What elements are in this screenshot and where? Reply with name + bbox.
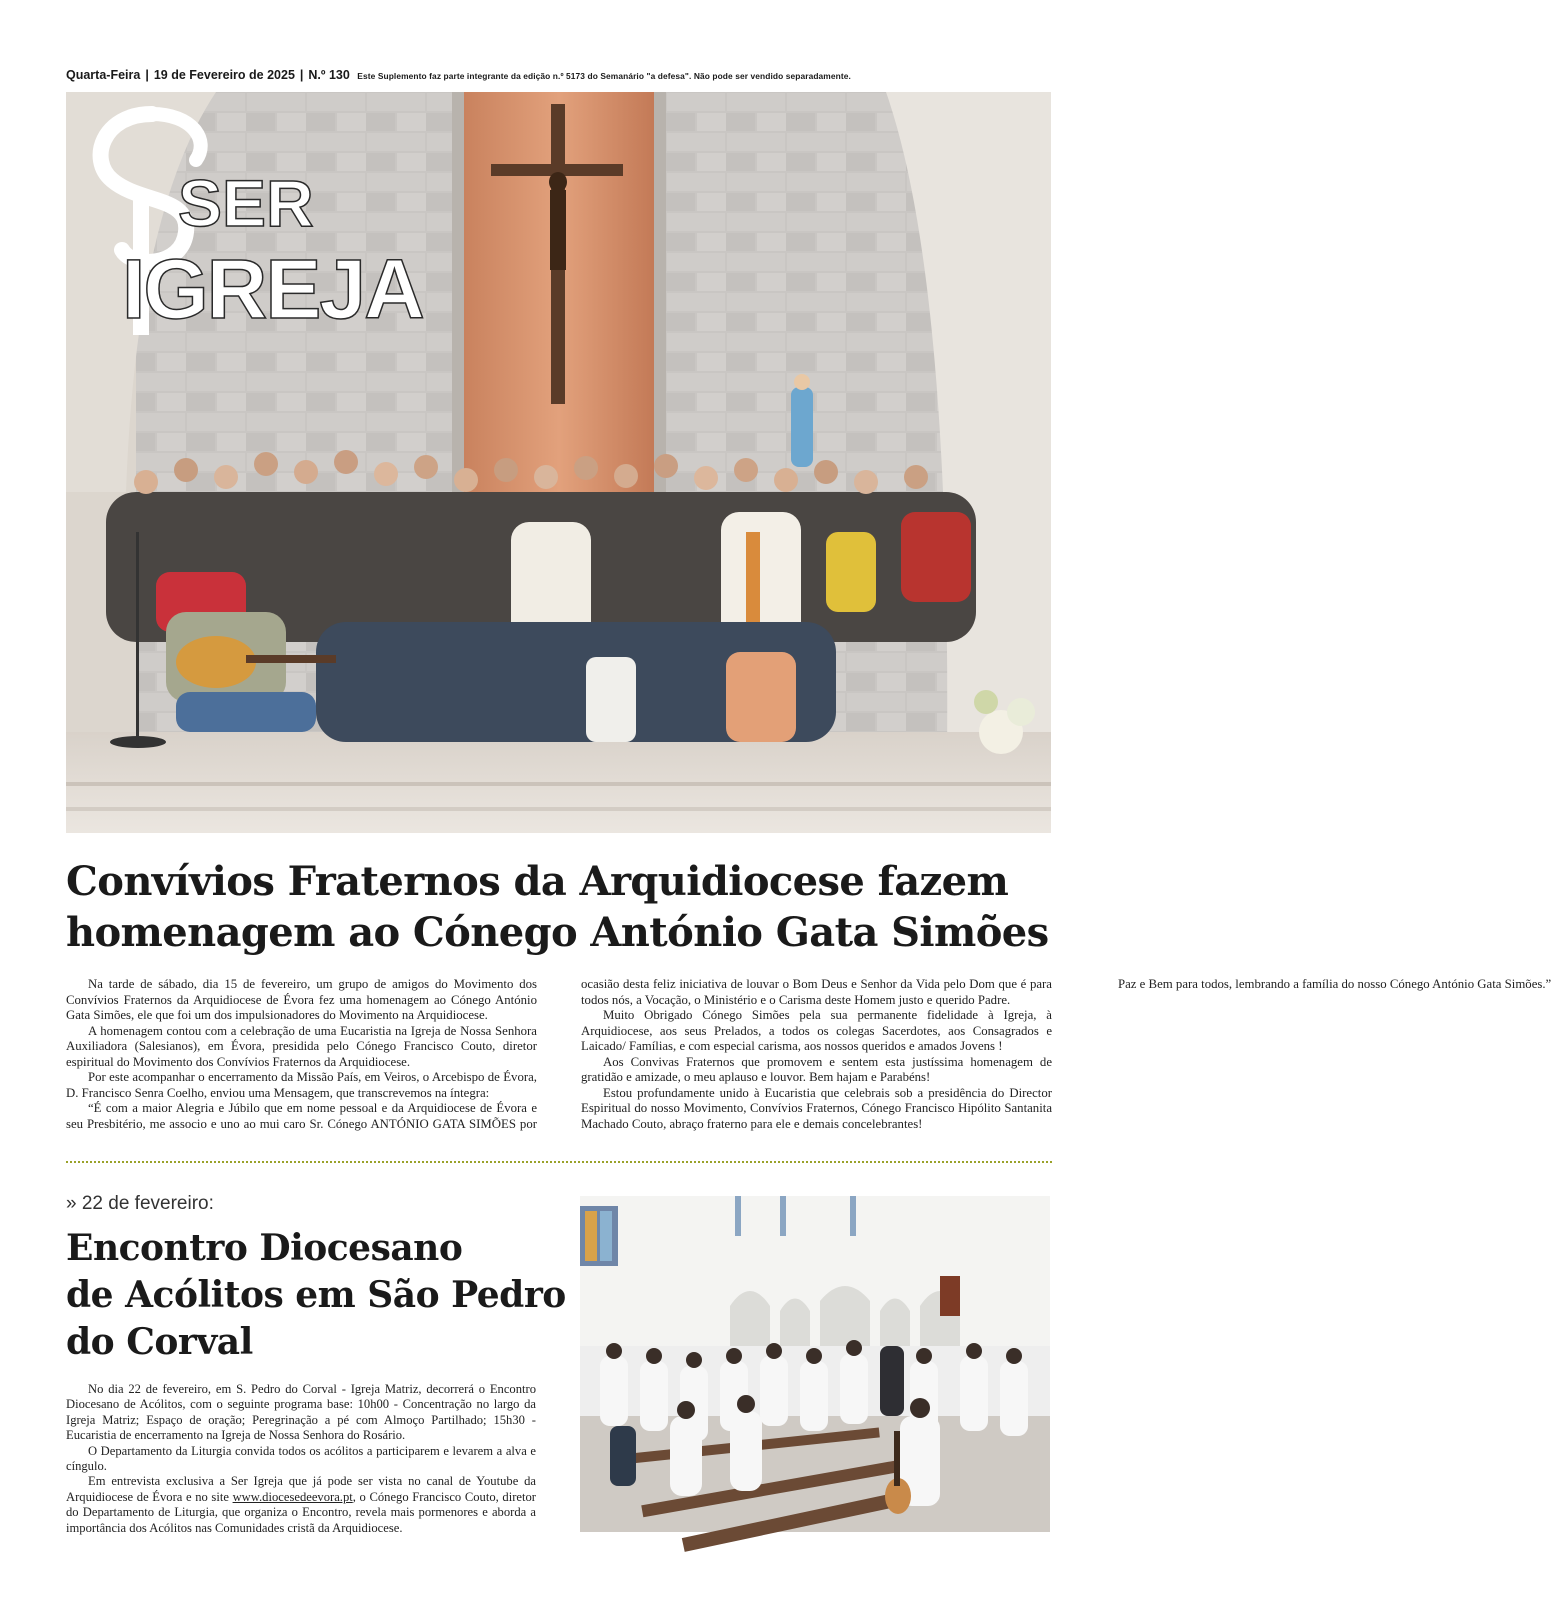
article1-headline-line1: Convívios Fraternos da Arquidiocese fazem — [66, 858, 1009, 905]
article1-paragraph: Na tarde de sábado, dia 15 de fevereiro, um grupo de amigos do Movimento dos Convívios Fraternos da Arquidiocese de Évora fez uma homenagem ao Cónego António Gata Simões, ele que foi um dos impulsionadores do Movimento na Arquidiocese. — [66, 977, 537, 1022]
diocese-website-link[interactable]: www.diocesedeevora.pt — [232, 1489, 353, 1504]
masthead-dateline: Quarta-Feira | 19 de Fevereiro de 2025 | N.º 130 Este Suplemento faz parte integrante da edição n.º 5173 do Semanário "a defesa". Não pode ser vendido separadamente. — [66, 68, 851, 82]
logo-word-ser: SER — [178, 166, 314, 240]
section-divider — [66, 1161, 1052, 1163]
article2-paragraph: No dia 22 de fevereiro, em S. Pedro do Corval - Igreja Matriz, decorrerá o Encontro Diocesano de Acólitos, com o seguinte programa base: 10h00 - Concentração no largo da Igreja Matriz; Espaço de oração; Peregrinação a pé com Almoço Partilhado; 15h30 - Eucaristia de encerramento na Igreja de Nossa Senhora do Rosário. — [66, 1382, 536, 1443]
ser-igreja-logo-art — [82, 100, 462, 340]
article1-headline-line2: homenagem ao Cónego António Gata Simões — [66, 909, 1049, 956]
article1-paragraph: A homenagem contou com a celebração de uma Eucaristia na Igreja de Nossa Senhora Auxiliadora (Salesianos), em Évora, presidida pelo Cónego Francisco Couto, diretor espiritual do Movimento dos Convívios Fraternos da Arquidiocese. — [66, 1023, 537, 1069]
weekday: Quarta-Feira — [66, 68, 141, 82]
article2-p3-after: , o Cónego Francisco Couto, diretor do Departamento de Liturgia, que organiza o Encontro, revela mais pormenores e aborda a importância dos Acólitos nas Comunidades cristã da Arquidiocese. — [66, 1489, 536, 1535]
ser-igreja-logo — [82, 100, 462, 340]
issue-date: 19 de Fevereiro de 2025 — [153, 68, 295, 82]
logo-word-igreja: IGREJA — [122, 242, 423, 336]
article2-p3-before: Em entrevista exclusiva a Ser Igreja que já pode ser vista no canal de Youtube da Arquidiocese de Évora e no site — [66, 1474, 536, 1504]
article1-paragraph: Estou profundamente unido à Eucaristia que celebrais sob a presidência do Director Espiritual do nosso Movimento, Convívios Fraternos, Cónego Francisco Hipólito Santanita Machado Couto, abraço fraterno para ele e demais concelebrantes! — [581, 1085, 1052, 1131]
article1-paragraph: Muito Obrigado Cónego Simões pela sua permanente fidelidade à Igreja, à Arquidiocese, aos seus Prelados, a todos os colegas Sacerdotes, aos Consagrados e Laicado/ Famílias, e com especial carisma, aos nossos queridos e amados Jovens ! — [581, 1008, 1052, 1053]
article2-paragraph: O Departamento da Liturgia convida todos os acólitos a participarem e levarem a alva e cíngulo. — [66, 1443, 536, 1474]
article2-headline-line1: Encontro Diocesano — [66, 1227, 463, 1269]
article2-headline-line2: de Acólitos em São Pedro — [66, 1274, 566, 1316]
article2-headline-line3: do Corval — [66, 1321, 253, 1363]
article1-paragraph: Paz e Bem para todos, lembrando a família do nosso Cónego António Gata Simões.” — [1118, 977, 1552, 991]
article2-paragraph-with-link — [66, 1474, 536, 1536]
article1-paragraph: Aos Convivas Fraternos que promovem e sentem esta justíssima homenagem de gratidão e amizade, o meu aplauso e louvor. Bem hajam e Parabéns! — [581, 1054, 1052, 1084]
article1-body — [66, 977, 1552, 1137]
article2-kicker: » 22 de fevereiro: — [66, 1193, 214, 1214]
article1-paragraph: “É com a maior Alegria e Júbilo que em nome pessoal e da Arquidiocese de Évora e seu Presbitério, me associo e uno ao mui caro Sr. Cónego ANTÓNIO GATA SIMÕES por ocasião desta feliz iniciativa de louvar o Bom Deus e Senhor da Vida pelo Dom que é para todos nós, a Vocação, o Ministério e o Carisma deste Homem justo e querido Padre. — [66, 977, 1052, 1131]
article2-headline — [66, 1225, 566, 1366]
article2-body — [66, 1382, 536, 1536]
article1-paragraph: Por este acompanhar o encerramento da Missão País, em Veiros, o Arcebispo de Évora, D. Francisco Senra Coelho, enviou uma Mensagem, que transcrevemos na íntegra: — [66, 1070, 537, 1100]
issue-number: N.º 130 — [308, 68, 350, 82]
acolytes-church-photo — [580, 1196, 1050, 1532]
supplement-note: Este Suplemento faz parte integrante da edição n.º 5173 do Semanário "a defesa". Não pode ser vendido separadamente. — [357, 71, 851, 81]
acolytes-photo-illustration — [580, 1196, 1050, 1532]
article1-headline — [66, 856, 1066, 958]
